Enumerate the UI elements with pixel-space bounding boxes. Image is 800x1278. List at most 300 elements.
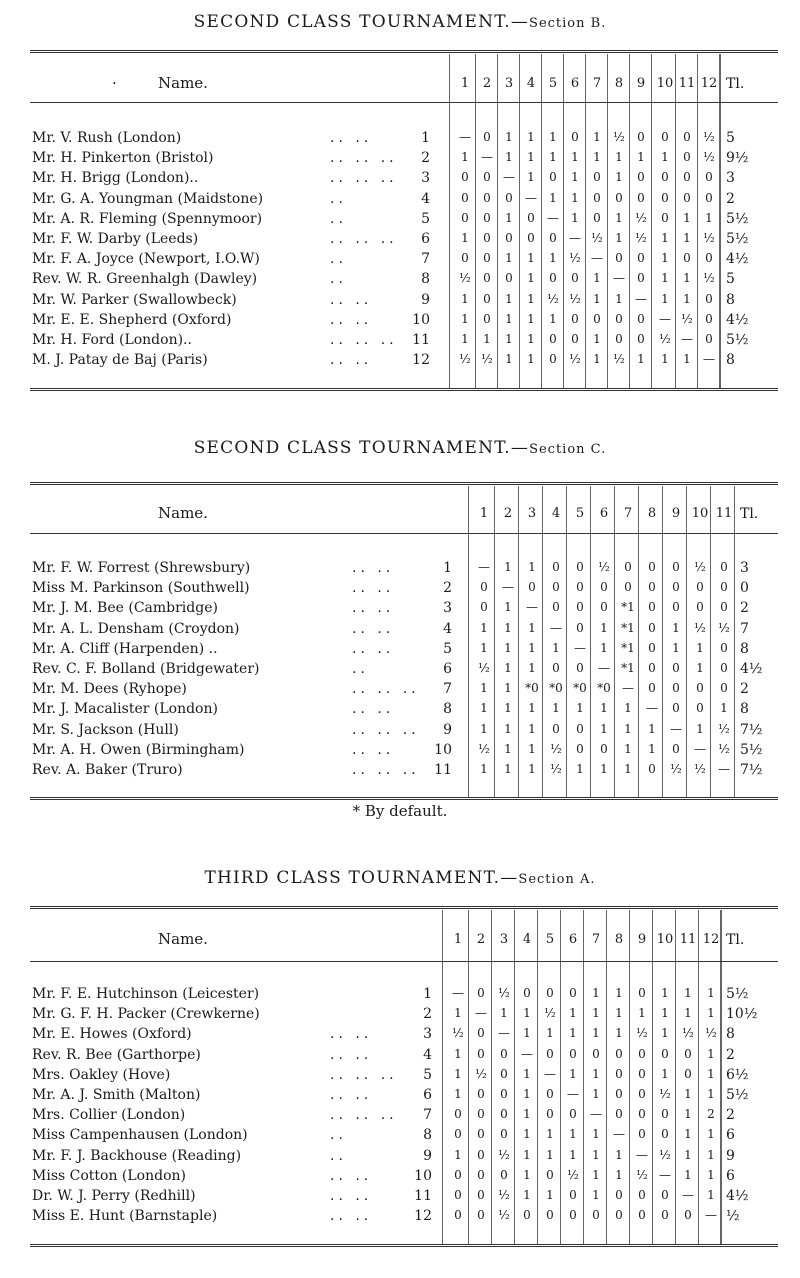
score-cell: 0 (638, 1046, 646, 1061)
dot-leader: .. (330, 271, 347, 288)
player-name: Rev. W. R. Greenhalgh (Dawley) (32, 271, 258, 288)
player-number: 6 (421, 231, 430, 247)
score-cell: 0 (500, 1167, 508, 1182)
bottom-rule (30, 388, 778, 391)
score-cell: 1 (684, 1087, 692, 1101)
column-header: 7 (591, 932, 601, 947)
table-row (0, 150, 800, 170)
section-title-sub: Section B. (529, 16, 607, 31)
player-number: 1 (443, 560, 452, 576)
score-cell: 0 (661, 1127, 669, 1142)
score-cell: 0 (500, 1066, 508, 1081)
total-header: Tl. (740, 506, 759, 522)
section-title-main: THIRD CLASS TOURNAMENT.— (204, 868, 519, 888)
score-cell: 0 (454, 1127, 462, 1142)
score-cell: — (694, 741, 706, 756)
score-cell: 0 (661, 190, 669, 205)
score-cell: 0 (684, 1046, 692, 1061)
score-cell: 0 (648, 762, 656, 776)
score-cell: 1 (683, 231, 691, 245)
score-cell: 0 (483, 251, 491, 266)
score-cell: — (498, 1026, 510, 1041)
score-cell: 1 (683, 291, 691, 306)
player-number: 8 (421, 271, 430, 288)
score-cell: 0 (672, 701, 680, 716)
score-cell: 1 (461, 231, 469, 245)
score-cell: 0 (683, 190, 691, 205)
column-header: 5 (575, 506, 585, 521)
score-cell: ½ (659, 332, 671, 346)
score-cell: 0 (615, 311, 623, 326)
dot-leader: .. .. (330, 311, 373, 328)
player-number: 4 (443, 620, 452, 637)
dot-leader: .. (330, 210, 347, 227)
table-row (0, 1168, 800, 1188)
score-cell: 0 (648, 640, 656, 655)
total-score: 7½ (740, 762, 763, 778)
score-cell: 1 (707, 1087, 715, 1101)
score-cell: 0 (696, 701, 704, 716)
table-row (0, 271, 800, 291)
score-cell: 1 (571, 210, 579, 225)
table-row (0, 332, 800, 352)
player-number: 9 (423, 1147, 432, 1164)
section-title (0, 12, 800, 32)
tournament-section (0, 0, 800, 430)
dot-leader: .. .. .. (352, 762, 420, 778)
player-number: 4 (421, 190, 430, 207)
table-row (0, 1026, 800, 1046)
score-cell: 1 (523, 1167, 531, 1182)
dot-leader: .. .. (352, 640, 395, 657)
score-cell: ½ (635, 231, 647, 245)
score-cell: 1 (552, 640, 560, 655)
score-cell: 1 (504, 620, 512, 635)
score-cell: 1 (696, 640, 704, 655)
score-cell: 1 (569, 1006, 577, 1021)
score-cell: ½ (459, 352, 471, 367)
score-cell: 1 (480, 701, 488, 716)
column-header: 10 (656, 932, 674, 947)
player-name: Miss Cotton (London) (32, 1167, 186, 1184)
score-cell: 0 (624, 560, 632, 574)
score-cell: 0 (546, 1208, 554, 1223)
table-row (0, 1006, 800, 1026)
score-cell: 1 (527, 170, 535, 185)
score-cell: 1 (684, 986, 692, 1000)
score-cell: 0 (705, 332, 713, 346)
score-cell: 1 (549, 150, 557, 165)
total-score: 2 (726, 1046, 735, 1063)
score-cell: 1 (672, 620, 680, 635)
score-cell: 1 (505, 332, 513, 346)
score-cell: 1 (523, 1188, 531, 1202)
total-score: 4½ (726, 1188, 749, 1204)
score-cell: 1 (505, 150, 513, 165)
score-cell: ½ (694, 620, 706, 635)
score-cell: 0 (552, 721, 560, 736)
column-header: 7 (592, 76, 602, 91)
score-cell: *0 (549, 681, 563, 696)
score-cell: ½ (635, 210, 647, 225)
player-number: 3 (423, 1026, 432, 1043)
player-number: 10 (434, 741, 452, 758)
score-cell: 0 (500, 1087, 508, 1101)
player-number: 11 (434, 762, 452, 778)
total-score: 5½ (726, 231, 749, 247)
score-cell: 0 (576, 600, 584, 615)
player-name: Mrs. Oakley (Hove) (32, 1066, 171, 1083)
column-header: 8 (614, 932, 624, 947)
table-row (0, 701, 800, 721)
score-cell: 1 (615, 1167, 623, 1182)
score-cell: 1 (523, 1006, 531, 1021)
dot-leader: .. .. (330, 1167, 373, 1184)
score-cell: 0 (461, 210, 469, 225)
score-cell: 1 (480, 620, 488, 635)
column-header: 2 (482, 76, 492, 91)
score-cell: ½ (718, 741, 730, 756)
score-cell: ½ (613, 352, 625, 367)
score-cell: 0 (638, 1208, 646, 1223)
score-cell: 0 (576, 721, 584, 736)
score-cell: 1 (592, 1066, 600, 1081)
player-number: 9 (443, 721, 452, 738)
score-cell: 1 (624, 741, 632, 756)
score-cell: ½ (498, 1147, 510, 1162)
score-cell: 1 (527, 291, 535, 306)
player-number: 12 (414, 1208, 432, 1225)
player-name: Mr. A. J. Smith (Malton) (32, 1087, 201, 1103)
total-score: 5 (726, 271, 735, 288)
score-cell: 0 (500, 1046, 508, 1061)
score-cell: ½ (567, 1167, 579, 1182)
score-cell: 1 (480, 640, 488, 655)
score-cell: 0 (683, 251, 691, 266)
score-cell: 0 (546, 1167, 554, 1182)
player-name: Mr. W. Parker (Swallowbeck) (32, 291, 237, 308)
score-cell: 1 (504, 762, 512, 776)
score-cell: 1 (527, 332, 535, 346)
dot-leader: .. .. (330, 130, 373, 146)
column-header: 6 (570, 76, 580, 91)
score-cell: ½ (703, 231, 715, 245)
player-number: 12 (412, 352, 430, 369)
score-cell: 0 (696, 580, 704, 595)
score-cell: 0 (638, 1087, 646, 1101)
score-cell: 1 (454, 1046, 462, 1061)
total-score: 9½ (726, 150, 749, 167)
score-cell: 0 (461, 251, 469, 266)
total-score: 6½ (726, 1066, 749, 1083)
score-cell: 1 (454, 1066, 462, 1081)
column-header: 10 (656, 76, 674, 91)
score-cell: ½ (682, 1026, 694, 1041)
score-cell: 1 (684, 1167, 692, 1182)
score-cell: 0 (523, 986, 531, 1000)
score-cell: ½ (569, 251, 581, 266)
score-cell: 0 (672, 661, 680, 675)
score-cell: — (681, 332, 693, 346)
score-cell: — (521, 1046, 533, 1061)
score-cell: 1 (504, 681, 512, 696)
score-cell: 1 (684, 1127, 692, 1142)
score-cell: 0 (661, 1107, 669, 1122)
player-name: Mr. V. Rush (London) (32, 130, 182, 146)
top-rule (30, 482, 778, 485)
score-cell: 0 (477, 986, 485, 1000)
score-cell: 0 (569, 986, 577, 1000)
player-name: Mr. F. W. Darby (Leeds) (32, 231, 199, 247)
score-cell: 1 (600, 620, 608, 635)
score-cell: — (590, 1107, 602, 1122)
score-cell: 0 (576, 741, 584, 756)
score-cell: — (475, 1006, 487, 1021)
score-cell: — (503, 170, 515, 185)
total-score: 10½ (726, 1006, 758, 1023)
score-cell: 1 (528, 741, 536, 756)
score-cell: 0 (528, 580, 536, 595)
total-score: 0 (740, 580, 749, 597)
score-cell: — (502, 580, 514, 595)
score-cell: 1 (615, 1147, 623, 1162)
player-name: Miss M. Parkinson (Southwell) (32, 580, 250, 597)
table-row (0, 1107, 800, 1127)
score-cell: 1 (505, 291, 513, 306)
score-cell: 0 (576, 620, 584, 635)
score-cell: 1 (638, 1006, 646, 1021)
score-cell: 0 (661, 1208, 669, 1223)
score-cell: 1 (684, 1147, 692, 1162)
player-number: 4 (423, 1046, 432, 1063)
table-row (0, 762, 800, 782)
score-cell: 0 (480, 580, 488, 595)
total-score: 8 (726, 1026, 735, 1043)
score-cell: 0 (549, 170, 557, 185)
score-cell: 0 (593, 210, 601, 225)
name-header: Name. (158, 930, 208, 948)
column-header: 4 (526, 76, 536, 91)
table-row (0, 641, 800, 661)
table-row (0, 681, 800, 701)
total-score: 3 (726, 170, 735, 187)
score-cell: 0 (661, 210, 669, 225)
column-header: 1 (460, 76, 470, 91)
score-cell: 0 (638, 1127, 646, 1142)
total-score: 4½ (740, 661, 763, 677)
score-cell: *0 (525, 681, 539, 696)
score-cell: 1 (683, 352, 691, 367)
score-cell: 1 (527, 271, 535, 286)
score-cell: 0 (637, 190, 645, 205)
total-header: Tl. (726, 932, 745, 948)
score-cell: 1 (683, 271, 691, 286)
score-cell: 1 (480, 762, 488, 776)
table-row (0, 352, 800, 372)
score-cell: 0 (600, 580, 608, 595)
score-cell: 1 (461, 150, 469, 165)
total-score: 2 (726, 1107, 735, 1124)
score-cell: 0 (624, 580, 632, 595)
score-cell: 1 (593, 271, 601, 286)
table-row (0, 661, 800, 681)
player-name: Mr. J. M. Bee (Cambridge) (32, 600, 218, 617)
score-cell: — (659, 1167, 671, 1182)
score-cell: 0 (461, 170, 469, 185)
score-cell: 1 (637, 150, 645, 165)
score-cell: 0 (684, 1066, 692, 1081)
score-cell: 0 (638, 1188, 646, 1202)
player-number: 6 (423, 1087, 432, 1103)
score-cell: 0 (569, 1046, 577, 1061)
score-cell: 0 (477, 1167, 485, 1182)
score-cell: 0 (552, 580, 560, 595)
score-cell: 0 (696, 681, 704, 696)
tournament-section (0, 848, 800, 1278)
dot-leader: .. .. (330, 291, 373, 308)
score-cell: 1 (593, 332, 601, 346)
score-cell: 1 (527, 251, 535, 266)
total-score: 5½ (726, 210, 749, 227)
score-cell: 1 (504, 600, 512, 615)
score-cell: ½ (569, 291, 581, 306)
score-cell: 0 (483, 210, 491, 225)
score-cell: 0 (569, 1107, 577, 1122)
dot-leader: .. .. (330, 352, 373, 369)
score-cell: 1 (661, 271, 669, 286)
score-cell: ½ (703, 130, 715, 144)
score-cell: 1 (624, 701, 632, 716)
score-cell: — (550, 620, 562, 635)
total-score: 4½ (726, 311, 749, 328)
dot-leader: .. .. (330, 1208, 373, 1225)
score-cell: 1 (546, 1026, 554, 1041)
score-cell: 1 (527, 130, 535, 144)
score-cell: 0 (477, 1046, 485, 1061)
score-cell: 1 (661, 352, 669, 367)
score-cell: 1 (661, 150, 669, 165)
score-cell: 1 (528, 560, 536, 574)
score-cell: — (478, 560, 490, 574)
score-cell: 1 (576, 762, 584, 776)
dot-leader: .. .. (352, 620, 395, 637)
name-header: Name. (158, 74, 208, 92)
score-cell: 0 (648, 681, 656, 696)
score-cell: 1 (615, 210, 623, 225)
score-cell: — (613, 271, 625, 286)
score-cell: — (598, 661, 610, 675)
table-row (0, 722, 800, 742)
player-name: Mr. A. R. Fleming (Spennymoor) (32, 210, 263, 227)
score-cell: 1 (593, 150, 601, 165)
table-row (0, 1067, 800, 1087)
score-cell: 1 (527, 150, 535, 165)
dot-leader: .. .. (352, 701, 395, 718)
score-cell: — (646, 701, 658, 716)
score-cell: 1 (480, 681, 488, 696)
table-row (0, 621, 800, 641)
table-row (0, 312, 800, 332)
score-cell: — (682, 1188, 694, 1202)
score-cell: 0 (637, 251, 645, 266)
score-cell: 1 (546, 1188, 554, 1202)
score-cell: 0 (615, 1087, 623, 1101)
score-cell: 1 (569, 1147, 577, 1162)
score-cell: ½ (478, 741, 490, 756)
score-cell: — (659, 311, 671, 326)
player-number: 8 (443, 701, 452, 718)
score-cell: 1 (592, 1087, 600, 1101)
dot-leader: .. .. .. (352, 721, 420, 738)
score-cell: 1 (592, 1167, 600, 1182)
score-cell: 0 (705, 311, 713, 326)
score-cell: 1 (569, 1026, 577, 1041)
score-cell: 0 (483, 170, 491, 185)
score-cell: ½ (670, 762, 682, 776)
table-row (0, 986, 800, 1006)
score-cell: 0 (705, 251, 713, 266)
score-cell: *1 (621, 600, 635, 615)
total-score: 7 (740, 620, 749, 637)
player-name: Mr. F. W. Forrest (Shrewsbury) (32, 560, 251, 576)
column-header: 12 (702, 932, 720, 947)
score-cell: 0 (637, 332, 645, 346)
score-cell: ½ (598, 560, 610, 574)
total-score: 5½ (740, 741, 763, 758)
score-cell: 0 (592, 1208, 600, 1223)
score-cell: ½ (569, 352, 581, 367)
score-cell: ½ (659, 1147, 671, 1162)
dot-leader: .. .. .. (330, 1066, 398, 1083)
score-cell: 1 (707, 1006, 715, 1021)
score-cell: 0 (672, 600, 680, 615)
score-cell: 0 (477, 1127, 485, 1142)
score-cell: 1 (615, 986, 623, 1000)
score-cell: — (705, 1208, 717, 1223)
header-rule (30, 961, 778, 962)
footnote: * By default. (352, 802, 448, 820)
table-row (0, 130, 800, 150)
table-row (0, 191, 800, 211)
score-cell: 0 (552, 661, 560, 675)
player-number: 8 (423, 1127, 432, 1144)
score-cell: 1 (615, 231, 623, 245)
section-title-sub: Section A. (518, 872, 596, 887)
score-cell: 0 (477, 1188, 485, 1202)
score-cell: 0 (483, 291, 491, 306)
score-cell: 1 (569, 1127, 577, 1142)
score-cell: 1 (592, 1188, 600, 1202)
score-cell: 2 (707, 1107, 715, 1122)
score-cell: 0 (477, 1087, 485, 1101)
score-cell: 0 (593, 311, 601, 326)
score-cell: — (567, 1087, 579, 1101)
player-number: 7 (421, 251, 430, 268)
score-cell: 1 (707, 986, 715, 1000)
score-cell: 1 (707, 1127, 715, 1142)
score-cell: 0 (454, 1188, 462, 1202)
score-cell: 1 (684, 1006, 692, 1021)
player-name: Mr. F. A. Joyce (Newport, I.O.W) (32, 251, 260, 268)
bottom-rule (30, 797, 778, 800)
score-cell: — (547, 210, 559, 225)
score-cell: 1 (615, 291, 623, 306)
score-cell: 1 (593, 291, 601, 306)
score-cell: 0 (576, 560, 584, 574)
score-cell: ½ (544, 1006, 556, 1021)
column-header: 4 (522, 932, 532, 947)
score-cell: 1 (615, 150, 623, 165)
